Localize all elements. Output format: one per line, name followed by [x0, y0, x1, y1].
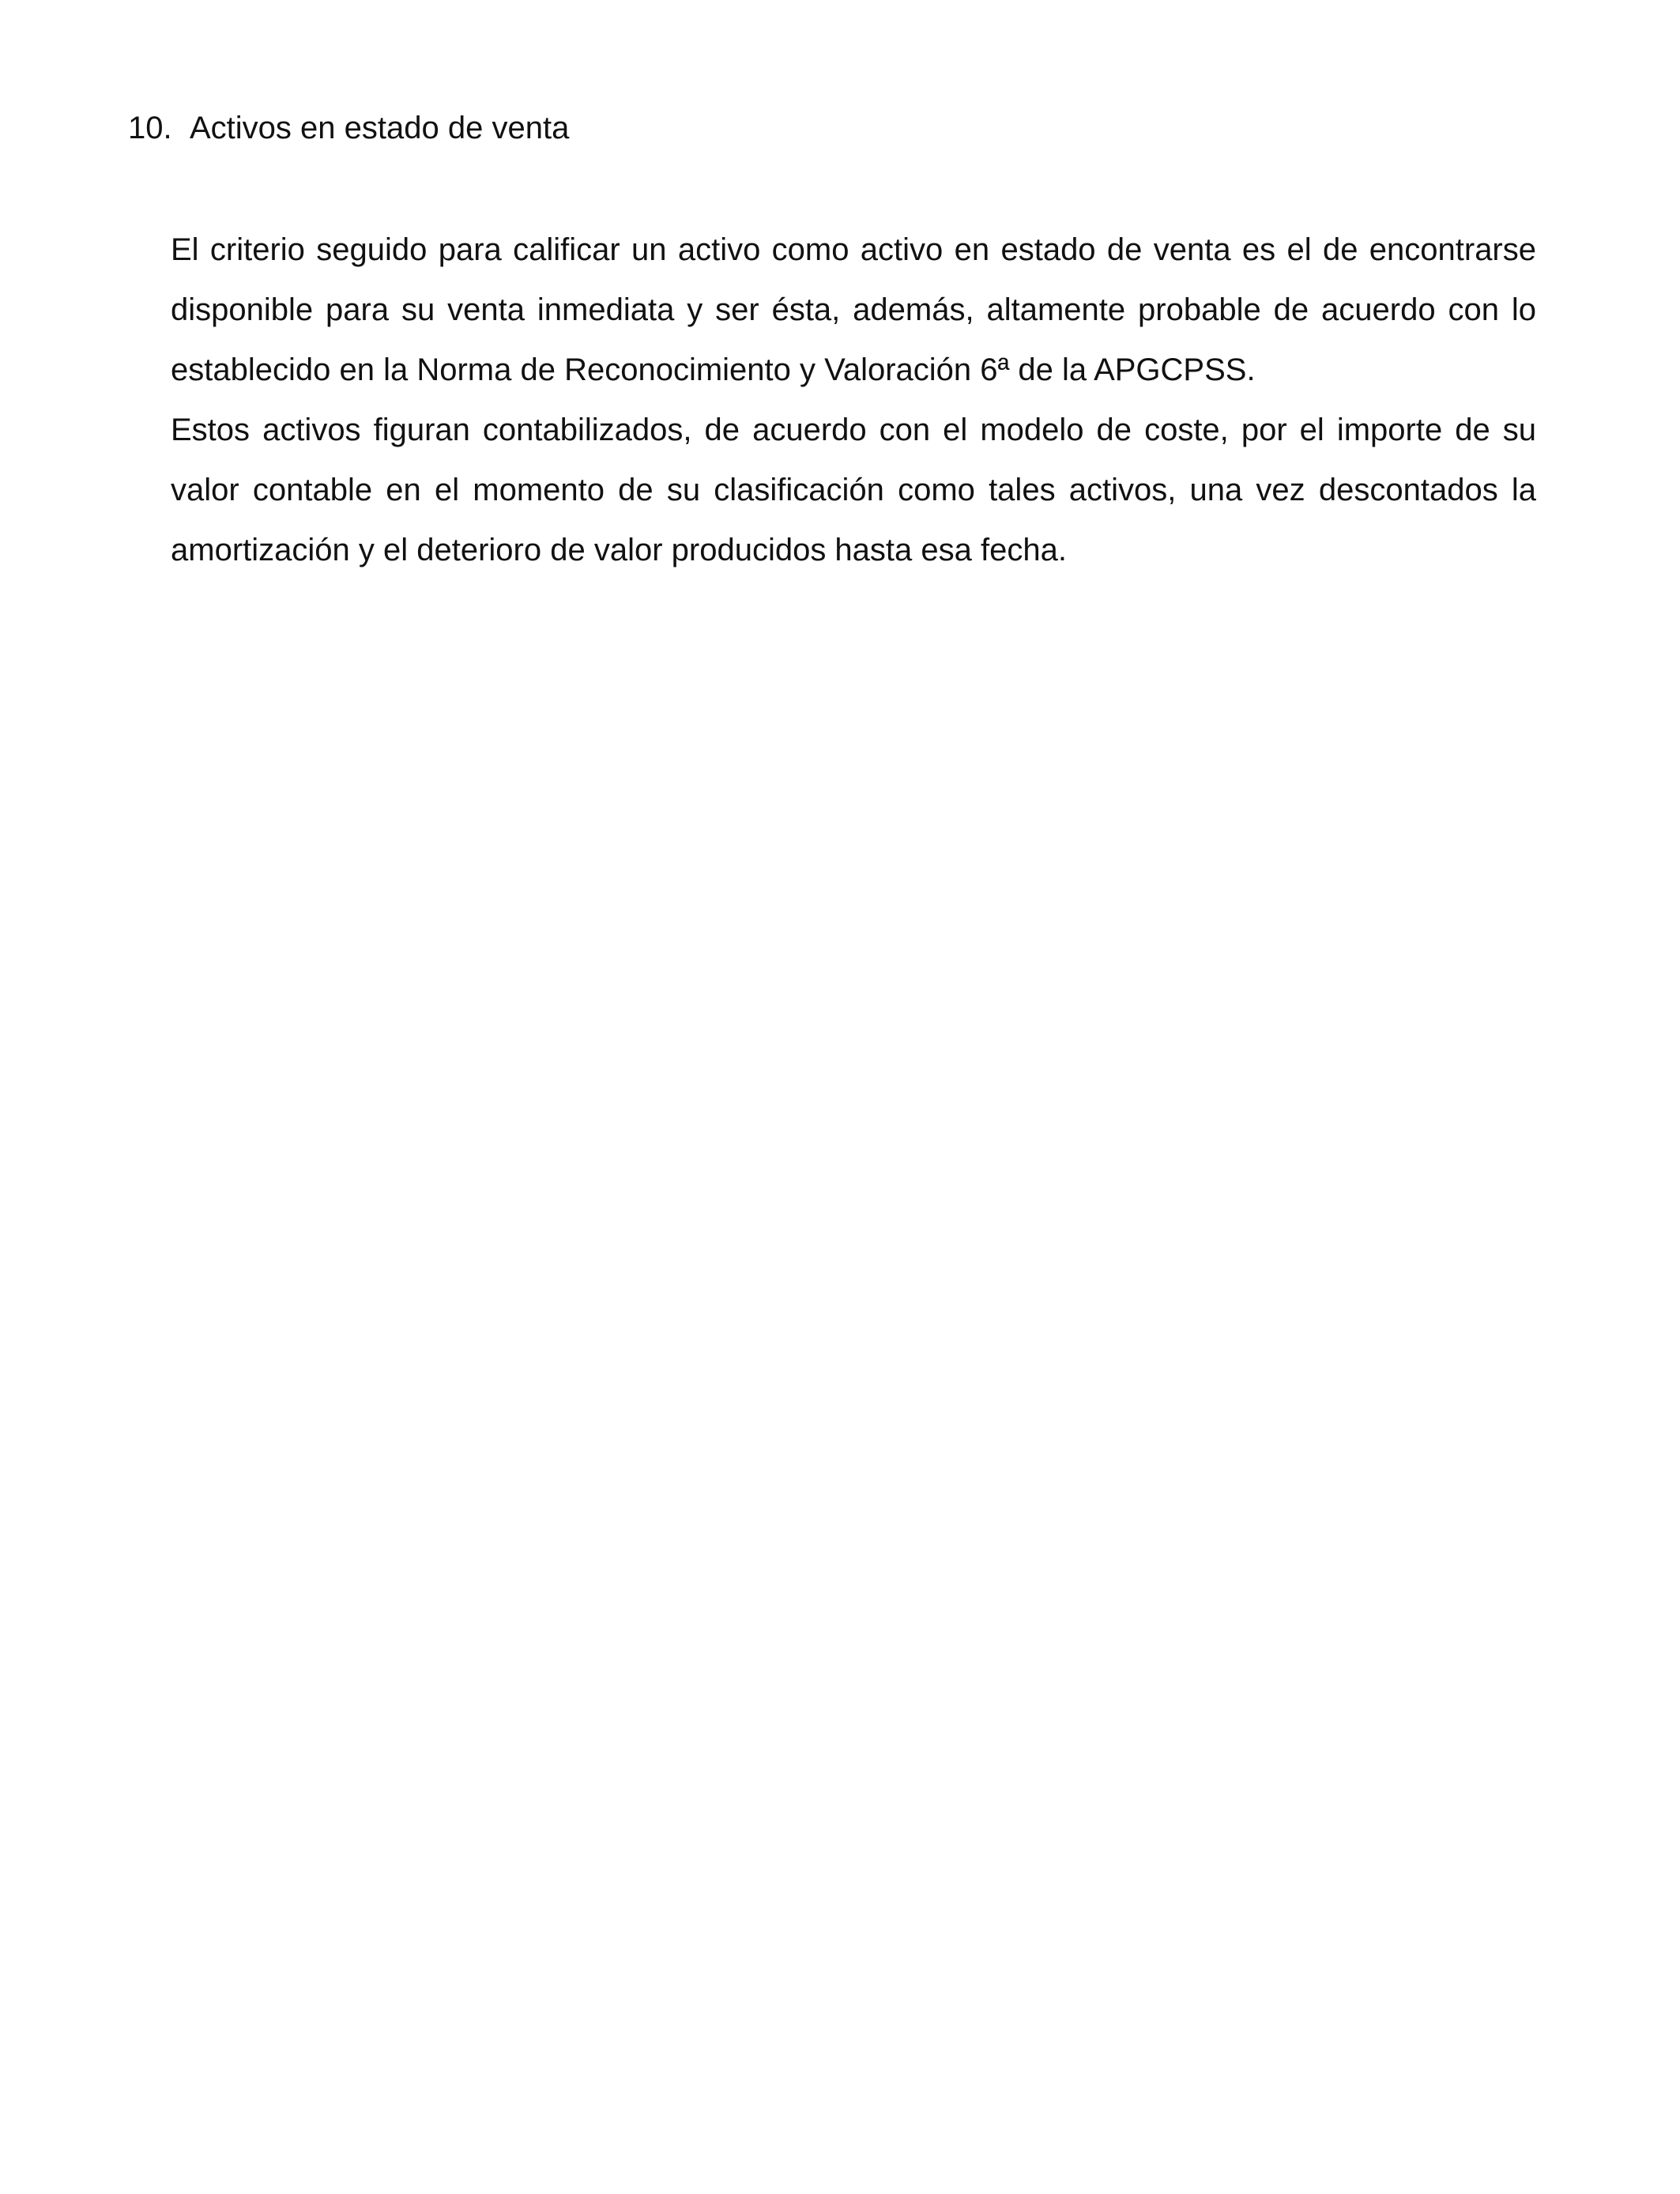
paragraph-criterio: El criterio seguido para calificar un activo como activo en estado de venta es el de encontrarse disponible para su venta inmediata y ser ésta, además, altamente probable de acuerdo con lo establecido en la Norma de Reconocimiento y Valoración 6ª de la APGCPSS.: [171, 232, 1536, 387]
section-body: [171, 220, 1536, 580]
section-title: Activos en estado de venta: [190, 111, 570, 145]
section-number: 10.: [128, 111, 172, 145]
section-heading: [128, 104, 569, 152]
paragraph-contabilizacion: Estos activos figuran contabilizados, de acuerdo con el modelo de coste, por el importe de su valor contable en el momento de su clasificación como tales activos, una vez descontados la amortización y el deterioro de valor producidos hasta esa fecha.: [171, 413, 1536, 567]
